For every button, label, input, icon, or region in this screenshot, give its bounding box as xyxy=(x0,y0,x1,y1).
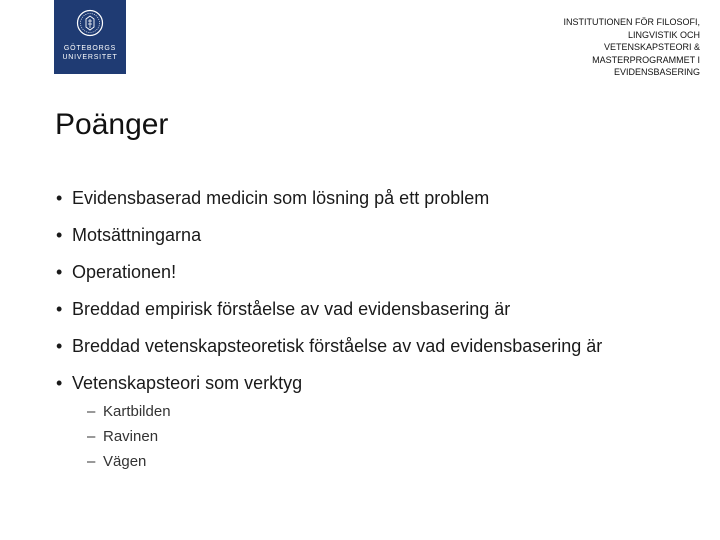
dash-icon: – xyxy=(87,453,96,470)
sub-bullet-text: Ravinen xyxy=(103,428,159,445)
bullet-item xyxy=(56,260,676,285)
bullet-text: Breddad vetenskapsteoretisk förståelse av vad evidensbasering är xyxy=(72,336,603,356)
bullet-item xyxy=(56,186,676,211)
sub-bullet-item xyxy=(87,449,676,474)
bullet-text: Vetenskapsteori som verktyg xyxy=(72,373,303,393)
bullet-dot-icon: • xyxy=(56,336,63,356)
university-logo xyxy=(54,0,126,74)
bullet-list xyxy=(56,186,676,474)
bullet-text: Breddad empirisk förståelse av vad evidensbasering är xyxy=(72,299,511,319)
bullet-dot-icon: • xyxy=(56,299,63,319)
header-line: EVIDENSBASERING xyxy=(613,67,700,78)
slide-title: Poänger xyxy=(55,108,169,141)
bullet-text: Operationen! xyxy=(72,262,177,282)
header-line: VETENSKAPSTEORI & xyxy=(603,42,700,53)
sub-bullet-text: Vägen xyxy=(103,453,147,470)
header-line: MASTERPROGRAMMET I xyxy=(592,54,700,65)
department-header xyxy=(490,16,700,79)
dash-icon: – xyxy=(87,428,96,445)
sub-bullet-item xyxy=(87,399,676,424)
university-seal-icon xyxy=(76,8,104,38)
header-line: INSTITUTIONEN FÖR FILOSOFI, xyxy=(563,17,700,27)
bullet-item xyxy=(56,297,676,322)
sub-bullet-list xyxy=(72,399,676,474)
bullet-dot-icon: • xyxy=(56,225,63,245)
header-line: LINGVISTIK OCH xyxy=(627,29,700,40)
bullet-item xyxy=(56,334,657,359)
bullet-dot-icon: • xyxy=(56,262,63,282)
dash-icon: – xyxy=(87,403,96,420)
sub-bullet-item xyxy=(87,424,676,449)
bullet-dot-icon: • xyxy=(56,188,63,208)
sub-bullet-text: Kartbilden xyxy=(103,403,171,420)
bullet-text: Motsättningarna xyxy=(72,225,202,245)
logo-line-1: GÖTEBORGS xyxy=(63,45,117,52)
bullet-text: Evidensbaserad medicin som lösning på ett problem xyxy=(72,188,490,208)
bullet-item xyxy=(56,371,676,474)
bullet-dot-icon: • xyxy=(56,373,63,393)
logo-line-2: UNIVERSITET xyxy=(62,54,118,61)
bullet-item xyxy=(56,223,676,248)
